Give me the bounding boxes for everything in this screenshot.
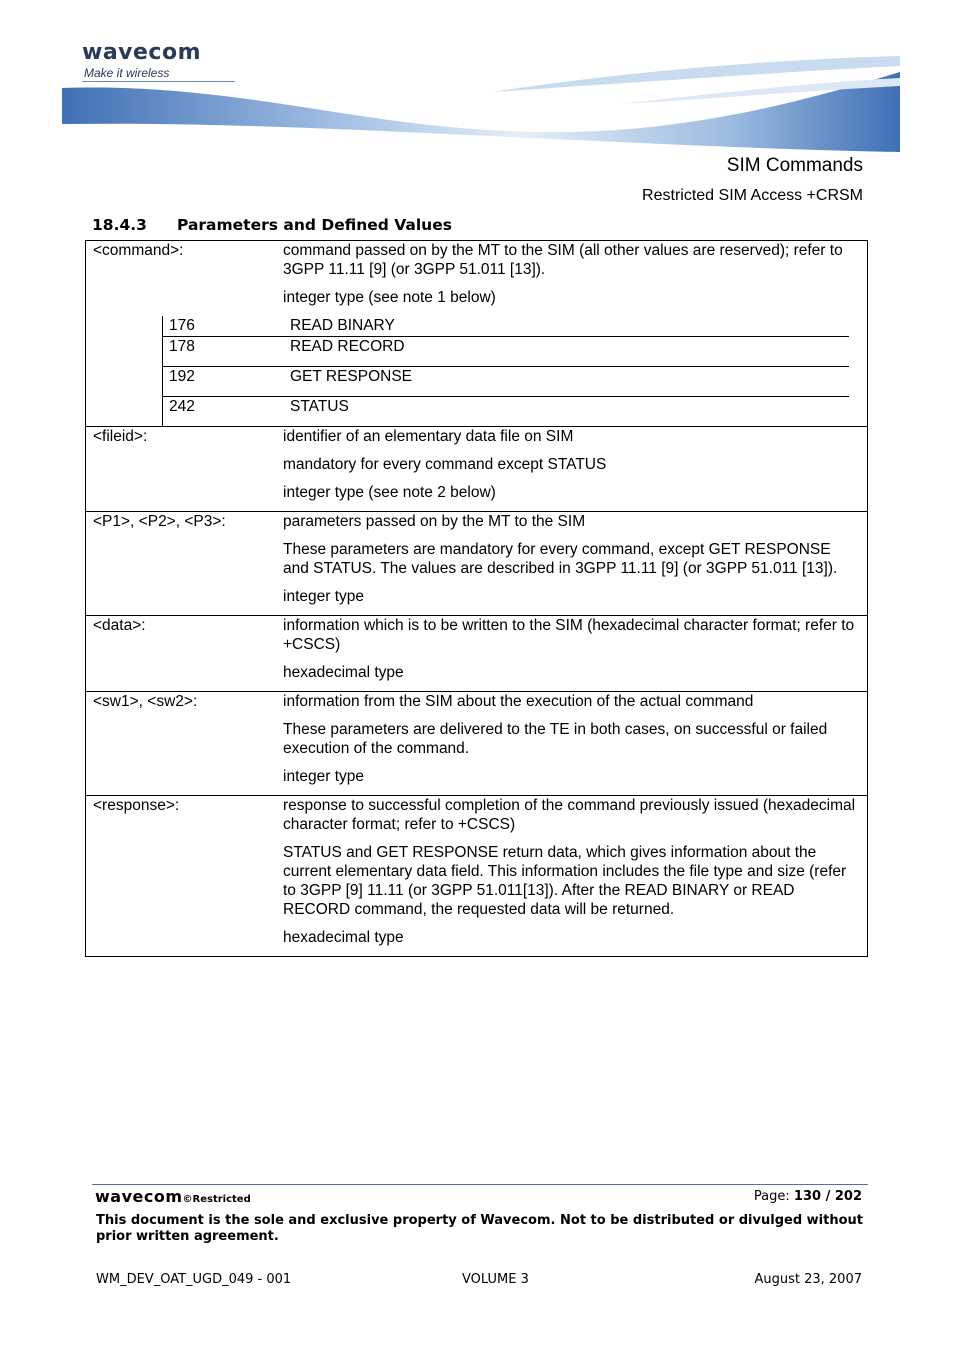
value-row xyxy=(163,316,849,336)
value-code: 176 xyxy=(169,317,195,334)
param-desc-text: integer type (see note 1 below) xyxy=(283,289,496,306)
document-reference: WM_DEV_OAT_UGD_049 - 001 xyxy=(96,1272,292,1287)
value-code: 242 xyxy=(169,398,195,415)
value-row xyxy=(163,336,849,366)
param-description xyxy=(283,241,867,307)
param-desc-text: These parameters are delivered to the TE in both cases, on successful or failed execution of the command. xyxy=(283,721,828,757)
param-desc-text: integer type xyxy=(283,588,364,605)
param-desc-text: parameters passed on by the MT to the SIM xyxy=(283,513,586,530)
page-number xyxy=(754,1189,862,1204)
footer-brand: wavecom xyxy=(95,1187,183,1206)
param-name: <command>: xyxy=(93,242,184,259)
param-row-p1-p2-p3 xyxy=(86,511,867,615)
value-code: 178 xyxy=(169,338,195,355)
legal-notice: This document is the sole and exclusive property of Wavecom. Not to be distributed or divulged without prior written agreement. xyxy=(96,1213,863,1244)
footer-logo xyxy=(95,1187,251,1206)
param-desc-text: hexadecimal type xyxy=(283,664,404,681)
param-name: <response>: xyxy=(93,797,180,814)
param-row-response xyxy=(86,795,867,956)
param-desc-text: information which is to be written to the SIM (hexadecimal character format; refer to +CSCS) xyxy=(283,617,855,653)
param-row-command xyxy=(86,241,867,426)
param-desc-text: command passed on by the MT to the SIM (all other values are reserved); refer to 3GPP 11.11 [9] (or 3GPP 51.011 [13]). xyxy=(283,242,843,278)
parameters-table xyxy=(85,240,868,957)
footer-rule xyxy=(92,1184,868,1185)
param-row-data xyxy=(86,615,867,691)
param-description xyxy=(283,512,867,606)
param-desc-text: response to successful completion of the command previously issued (hexadecimal character format; refer to +CSCS) xyxy=(283,797,856,833)
section-subtitle: Restricted SIM Access +CRSM xyxy=(642,187,863,204)
header-swoosh-graphic xyxy=(62,52,900,156)
param-description xyxy=(283,692,867,786)
param-desc-text: mandatory for every command except STATUS xyxy=(283,456,607,473)
param-desc-text: These parameters are mandatory for every command, except GET RESPONSE and STATUS. The values are described in 3GPP 11.11 [9] (or 3GPP 51.011 [13]). xyxy=(283,541,838,577)
command-values-table xyxy=(162,316,849,426)
heading-title: Parameters and Defined Values xyxy=(177,216,452,234)
param-name: <data>: xyxy=(93,617,146,634)
page-total: 202 xyxy=(834,1189,862,1204)
param-name: <fileid>: xyxy=(93,428,148,445)
section-title: SIM Commands xyxy=(726,155,863,176)
param-description xyxy=(283,796,867,947)
value-code: 192 xyxy=(169,368,195,385)
logo-tagline: Make it wireless xyxy=(84,66,170,80)
page-separator: / xyxy=(821,1189,835,1204)
param-desc-text: integer type xyxy=(283,768,364,785)
heading-number: 18.4.3 xyxy=(92,216,147,234)
param-description xyxy=(283,427,867,502)
logo-brand: wavecom xyxy=(82,40,202,65)
value-row xyxy=(163,366,849,396)
param-row-fileid xyxy=(86,426,867,511)
restricted-label: ©Restricted xyxy=(182,1194,251,1205)
page-current: 130 xyxy=(793,1189,822,1204)
value-meaning: GET RESPONSE xyxy=(290,368,413,385)
param-desc-text: integer type (see note 2 below) xyxy=(283,484,496,501)
param-desc-text: STATUS and GET RESPONSE return data, which gives information about the current elementary data field. This information includes the file type and size (refer to 3GPP [9] 11.11 (or 3GPP 51.011[13]). After the READ BINARY or READ RECORD command, the requested data will be returned. xyxy=(283,844,847,918)
param-name: <sw1>, <sw2>: xyxy=(93,693,198,710)
param-row-sw1-sw2 xyxy=(86,691,867,795)
value-meaning: STATUS xyxy=(290,398,349,415)
param-name: <P1>, <P2>, <P3>: xyxy=(93,513,226,530)
page-prefix: Page: xyxy=(753,1189,794,1204)
param-desc-text: hexadecimal type xyxy=(283,929,404,946)
document-date: August 23, 2007 xyxy=(754,1272,862,1287)
value-meaning: READ BINARY xyxy=(290,317,395,334)
volume-label: VOLUME 3 xyxy=(462,1272,529,1287)
param-description xyxy=(283,616,867,682)
value-row xyxy=(163,396,849,426)
param-desc-text: identifier of an elementary data file on SIM xyxy=(283,428,574,445)
section-heading xyxy=(92,216,452,234)
param-desc-text: information from the SIM about the execution of the actual command xyxy=(283,693,754,710)
value-meaning: READ RECORD xyxy=(290,338,405,355)
